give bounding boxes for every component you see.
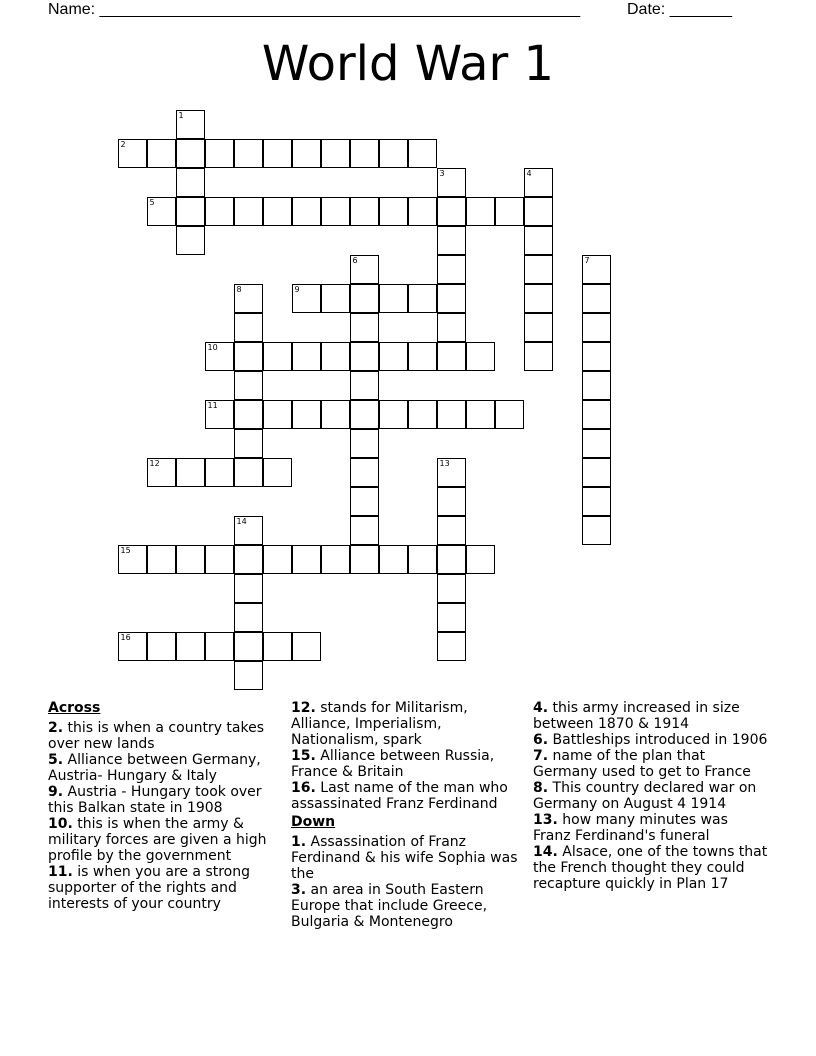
clue-down-8 [533, 780, 768, 812]
grid-cell[interactable] [321, 197, 350, 226]
grid-cell[interactable] [350, 516, 379, 545]
grid-cell[interactable] [524, 255, 553, 284]
page-title: World War 1 [261, 36, 555, 92]
grid-cell[interactable] [350, 197, 379, 226]
grid-cell-number: 1 [178, 111, 184, 120]
grid-cell[interactable] [582, 284, 611, 313]
grid-cell[interactable] [263, 545, 292, 574]
grid-cell[interactable] [263, 632, 292, 661]
grid-cell[interactable] [234, 139, 263, 168]
clue-number: 15. [291, 748, 316, 764]
across-heading: Across [48, 700, 101, 716]
grid-cell-number: 9 [294, 285, 300, 294]
grid-cell-number: 2 [120, 140, 126, 149]
grid-cell[interactable] [234, 661, 263, 690]
grid-cell[interactable] [350, 284, 379, 313]
grid-cell[interactable] [379, 342, 408, 371]
clue-down-6 [533, 732, 768, 748]
clue-number: 6. [533, 732, 549, 748]
clue-text: an area in South Eastern Europe that include Greece, Bulgaria & Montenegro [291, 882, 488, 930]
name-field[interactable]: Name: ______________________________________________________ [48, 1, 581, 18]
grid-cell[interactable] [147, 197, 176, 226]
grid-cell[interactable] [321, 139, 350, 168]
grid-cell-number: 4 [526, 169, 532, 178]
grid-cell[interactable] [350, 487, 379, 516]
grid-cell[interactable] [379, 197, 408, 226]
grid-cell[interactable] [379, 545, 408, 574]
grid-cell[interactable] [524, 197, 553, 226]
grid-cell[interactable] [466, 197, 495, 226]
grid-cell[interactable] [205, 632, 234, 661]
grid-cell[interactable] [524, 284, 553, 313]
grid-cell[interactable] [292, 400, 321, 429]
grid-cell-number: 11 [207, 401, 218, 410]
grid-cell[interactable] [437, 197, 466, 226]
clue-text: is when you are a strong supporter of the rights and interests of your country [48, 864, 251, 912]
grid-cell[interactable] [234, 313, 263, 342]
clue-text: name of the plan that Germany used to get to France [533, 748, 751, 780]
grid-cell[interactable] [350, 429, 379, 458]
clue-text: Alsace, one of the towns that the French thought they could recapture quickly in Plan 17 [533, 844, 768, 892]
clue-column-3 [533, 700, 768, 892]
clue-text: Alliance between Germany, Austria- Hungary & Italy [48, 752, 261, 784]
clue-number: 3. [291, 882, 307, 898]
grid-cell[interactable] [176, 139, 205, 168]
clue-text: Battleships introduced in 1906 [552, 732, 768, 748]
grid-cell[interactable] [263, 458, 292, 487]
grid-cell[interactable] [321, 284, 350, 313]
grid-cell[interactable] [437, 168, 466, 197]
grid-cell[interactable] [234, 429, 263, 458]
clue-across-12 [291, 700, 526, 748]
grid-cell[interactable] [321, 400, 350, 429]
grid-cell[interactable] [205, 458, 234, 487]
grid-cell[interactable] [582, 342, 611, 371]
grid-cell[interactable] [582, 516, 611, 545]
clue-column-1 [48, 700, 283, 912]
clue-down-7 [533, 748, 768, 780]
grid-cell[interactable] [321, 545, 350, 574]
grid-cell[interactable] [205, 400, 234, 429]
grid-cell[interactable] [292, 632, 321, 661]
grid-cell[interactable] [350, 342, 379, 371]
grid-cell-number: 10 [207, 343, 218, 352]
clue-down-14 [533, 844, 768, 892]
grid-cell[interactable] [350, 545, 379, 574]
down-heading: Down [291, 814, 336, 830]
grid-cell[interactable] [350, 255, 379, 284]
grid-cell[interactable] [234, 284, 263, 313]
clue-down-13 [533, 812, 768, 844]
grid-cell[interactable] [321, 342, 350, 371]
clue-across-2 [48, 720, 283, 752]
grid-cell[interactable] [437, 487, 466, 516]
grid-cell[interactable] [292, 284, 321, 313]
grid-cell[interactable] [263, 342, 292, 371]
grid-cell[interactable] [437, 574, 466, 603]
grid-cell[interactable] [408, 400, 437, 429]
clue-text: this army increased in size between 1870 & 1914 [533, 700, 740, 732]
grid-cell[interactable] [524, 168, 553, 197]
grid-cell[interactable] [292, 545, 321, 574]
grid-cell[interactable] [437, 458, 466, 487]
grid-cell[interactable] [234, 603, 263, 632]
grid-cell[interactable] [350, 139, 379, 168]
grid-cell[interactable] [292, 197, 321, 226]
grid-cell-number: 5 [149, 198, 155, 207]
grid-cell[interactable] [350, 313, 379, 342]
clue-number: 12. [291, 700, 316, 716]
clue-across-15 [291, 748, 526, 780]
clue-text: this is when the army & military forces are given a high profile by the government [48, 816, 267, 864]
grid-cell[interactable] [234, 545, 263, 574]
grid-cell[interactable] [437, 516, 466, 545]
grid-cell[interactable] [408, 342, 437, 371]
clue-number: 10. [48, 816, 73, 832]
grid-cell[interactable] [582, 429, 611, 458]
clue-text: this is when a country takes over new lands [48, 720, 265, 752]
grid-cell[interactable] [147, 458, 176, 487]
grid-cell[interactable] [263, 197, 292, 226]
clue-across-11 [48, 864, 283, 912]
grid-cell[interactable] [350, 458, 379, 487]
grid-cell[interactable] [147, 632, 176, 661]
clue-text: Assassination of Franz Ferdinand & his wife Sophia was the [291, 834, 518, 882]
clue-number: 8. [533, 780, 549, 796]
clue-text: Alliance between Russia, France & Britain [291, 748, 495, 780]
clue-across-5 [48, 752, 283, 784]
grid-cell[interactable] [582, 371, 611, 400]
clue-number: 2. [48, 720, 64, 736]
grid-cell[interactable] [176, 632, 205, 661]
grid-cell[interactable] [234, 516, 263, 545]
grid-cell[interactable] [408, 139, 437, 168]
grid-cell[interactable] [263, 400, 292, 429]
grid-cell[interactable] [466, 400, 495, 429]
grid-cell[interactable] [495, 400, 524, 429]
grid-cell[interactable] [437, 603, 466, 632]
grid-cell[interactable] [234, 197, 263, 226]
grid-cell[interactable] [234, 342, 263, 371]
grid-cell[interactable] [118, 632, 147, 661]
grid-cell[interactable] [350, 371, 379, 400]
grid-cell[interactable] [292, 342, 321, 371]
grid-cell-number: 13 [439, 459, 450, 468]
grid-cell[interactable] [176, 545, 205, 574]
clue-text: This country declared war on Germany on August 4 1914 [533, 780, 757, 812]
grid-cell[interactable] [176, 197, 205, 226]
grid-cell[interactable] [582, 400, 611, 429]
grid-cell[interactable] [234, 458, 263, 487]
grid-cell[interactable] [582, 255, 611, 284]
clue-number: 4. [533, 700, 549, 716]
grid-cell[interactable] [176, 168, 205, 197]
clue-down-3 [291, 882, 526, 930]
grid-cell-number: 14 [236, 517, 247, 526]
grid-cell-number: 6 [352, 256, 358, 265]
clue-column-2 [291, 700, 526, 930]
grid-cell[interactable] [408, 284, 437, 313]
grid-cell[interactable] [582, 313, 611, 342]
grid-cell[interactable] [350, 400, 379, 429]
grid-cell[interactable] [234, 400, 263, 429]
grid-cell-number: 7 [584, 256, 590, 265]
grid-cell[interactable] [437, 342, 466, 371]
grid-cell-number: 12 [149, 459, 160, 468]
clue-number: 11. [48, 864, 73, 880]
clue-across-9 [48, 784, 283, 816]
clue-text: how many minutes was Franz Ferdinand's funeral [533, 812, 728, 844]
grid-cell-number: 3 [439, 169, 445, 178]
clue-number: 9. [48, 784, 64, 800]
grid-cell[interactable] [379, 400, 408, 429]
grid-cell[interactable] [147, 545, 176, 574]
grid-cell[interactable] [234, 632, 263, 661]
grid-cell[interactable] [408, 197, 437, 226]
grid-cell[interactable] [205, 139, 234, 168]
grid-cell[interactable] [118, 545, 147, 574]
grid-cell-number: 15 [120, 546, 131, 555]
clue-text: Last name of the man who assassinated Franz Ferdinand [291, 780, 508, 812]
grid-cell[interactable] [205, 342, 234, 371]
grid-cell[interactable] [205, 197, 234, 226]
grid-cell[interactable] [234, 371, 263, 400]
grid-cell[interactable] [234, 574, 263, 603]
grid-cell[interactable] [292, 139, 321, 168]
grid-cell[interactable] [437, 284, 466, 313]
clue-text: Austria - Hungary took over this Balkan state in 1908 [48, 784, 262, 816]
grid-cell[interactable] [118, 139, 147, 168]
grid-cell-number: 8 [236, 285, 242, 294]
clue-number: 1. [291, 834, 307, 850]
clue-down-1 [291, 834, 526, 882]
grid-cell[interactable] [466, 342, 495, 371]
grid-cell[interactable] [524, 226, 553, 255]
grid-cell[interactable] [176, 110, 205, 139]
grid-cell[interactable] [263, 139, 292, 168]
clue-text: stands for Militarism, Alliance, Imperialism, Nationalism, spark [291, 700, 468, 748]
clue-number: 5. [48, 752, 64, 768]
clue-across-10 [48, 816, 283, 864]
grid-cell[interactable] [437, 255, 466, 284]
clue-number: 7. [533, 748, 549, 764]
grid-cell[interactable] [408, 545, 437, 574]
clue-number: 13. [533, 812, 558, 828]
grid-cell[interactable] [582, 458, 611, 487]
grid-cell[interactable] [437, 313, 466, 342]
grid-cell[interactable] [176, 226, 205, 255]
grid-cell[interactable] [147, 139, 176, 168]
clue-number: 14. [533, 844, 558, 860]
grid-cell[interactable] [466, 545, 495, 574]
clue-across-16 [291, 780, 526, 812]
grid-cell[interactable] [524, 313, 553, 342]
grid-cell[interactable] [437, 226, 466, 255]
grid-cell[interactable] [582, 487, 611, 516]
grid-cell[interactable] [379, 284, 408, 313]
grid-cell[interactable] [437, 632, 466, 661]
grid-cell[interactable] [176, 458, 205, 487]
date-field[interactable]: Date: _______ [627, 1, 732, 18]
clue-down-4 [533, 700, 768, 732]
grid-cell[interactable] [205, 545, 234, 574]
grid-cell[interactable] [437, 400, 466, 429]
grid-cell-number: 16 [120, 633, 131, 642]
grid-cell[interactable] [495, 197, 524, 226]
grid-cell[interactable] [524, 342, 553, 371]
clue-number: 16. [291, 780, 316, 796]
grid-cell[interactable] [379, 139, 408, 168]
grid-cell[interactable] [437, 545, 466, 574]
